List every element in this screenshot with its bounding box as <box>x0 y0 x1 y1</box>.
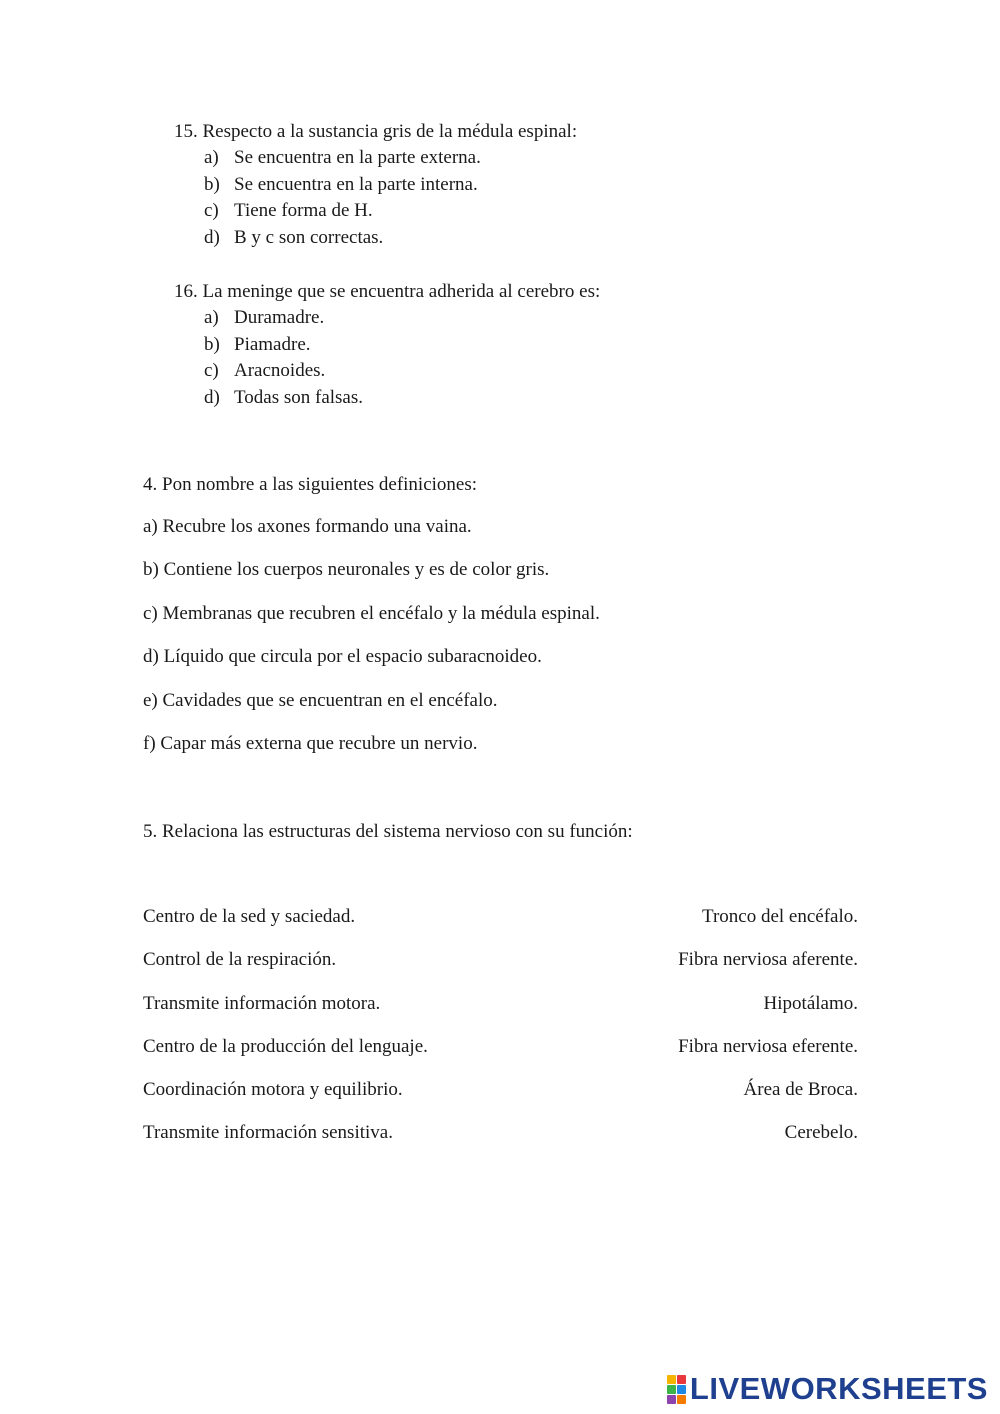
question-15-stem: 15. Respecto a la sustancia gris de la médula espinal: <box>174 121 578 142</box>
logo-tile <box>677 1375 686 1384</box>
matching-row <box>143 1077 858 1120</box>
liveworksheets-logo <box>667 1372 988 1406</box>
definition-item: b) Contiene los cuerpos neuronales y es de color gris. <box>143 559 550 581</box>
structure-item[interactable]: Hipotálamo. <box>763 992 858 1014</box>
structure-item[interactable]: Tronco del encéfalo. <box>702 906 858 927</box>
structure-item[interactable]: Cerebelo. <box>784 1122 858 1144</box>
option-text: Se encuentra en la parte interna. <box>234 173 478 195</box>
logo-tile <box>667 1375 676 1384</box>
question-16 <box>174 278 874 412</box>
function-item[interactable]: Transmite información motora. <box>143 992 381 1014</box>
option-letter: b) <box>204 333 220 355</box>
question-16-option-a <box>174 305 874 332</box>
matching-row <box>143 1120 858 1163</box>
definition-item: e) Cavidades que se encuentran en el encéfalo. <box>143 689 498 711</box>
logo-tile <box>677 1385 686 1394</box>
question-16-stem: 16. La meninge que se encuentra adherida al cerebro es: <box>174 281 601 302</box>
question-15-option-d <box>174 225 874 252</box>
function-item[interactable]: Centro de la sed y saciedad. <box>143 906 356 927</box>
liveworksheets-icon <box>667 1375 686 1404</box>
option-letter: a) <box>204 147 219 168</box>
question-16-option-b <box>174 332 874 359</box>
matching-row <box>143 904 858 947</box>
question-15 <box>174 118 874 252</box>
definition-item: c) Membranas que recubren el encéfalo y la médula espinal. <box>143 602 600 624</box>
option-letter: c) <box>204 200 219 222</box>
function-item[interactable]: Control de la respiración. <box>143 949 337 971</box>
structure-item[interactable]: Área de Broca. <box>743 1079 858 1101</box>
option-letter: b) <box>204 173 220 195</box>
option-letter: a) <box>204 307 219 328</box>
logo-tile <box>667 1385 676 1394</box>
option-letter: d) <box>204 387 220 409</box>
question-15-option-a <box>174 145 874 172</box>
option-text: Tiene forma de H. <box>234 200 373 222</box>
structure-item[interactable]: Fibra nerviosa aferente. <box>678 949 858 971</box>
function-item[interactable]: Coordinación motora y equilibrio. <box>143 1079 403 1101</box>
option-text: B y c son correctas. <box>234 227 384 249</box>
matching-row <box>143 947 858 990</box>
option-text: Se encuentra en la parte externa. <box>234 147 481 168</box>
question-16-option-d <box>174 385 874 412</box>
question-15-option-b <box>174 172 874 199</box>
definition-item: d) Líquido que circula por el espacio subaracnoideo. <box>143 646 542 668</box>
definition-item: f) Capar más externa que recubre un nervio. <box>143 732 478 754</box>
liveworksheets-wordmark: LIVEWORKSHEETS <box>689 1371 988 1406</box>
matching-table <box>143 904 858 1164</box>
logo-tile <box>667 1395 676 1404</box>
matching-row <box>143 991 858 1034</box>
section-4-title: 4. Pon nombre a las siguientes definiciones: <box>143 474 478 495</box>
function-item[interactable]: Centro de la producción del lenguaje. <box>143 1035 428 1057</box>
structure-item[interactable]: Fibra nerviosa eferente. <box>678 1035 858 1057</box>
definition-item: a) Recubre los axones formando una vaina. <box>143 516 472 537</box>
matching-row <box>143 1034 858 1077</box>
option-letter: d) <box>204 227 220 249</box>
question-15-option-c <box>174 198 874 225</box>
question-16-option-c <box>174 358 874 385</box>
option-text: Todas son falsas. <box>234 387 364 409</box>
option-text: Duramadre. <box>234 307 325 328</box>
option-letter: c) <box>204 360 219 382</box>
option-text: Piamadre. <box>234 333 311 355</box>
definitions-list <box>143 514 600 774</box>
function-item[interactable]: Transmite información sensitiva. <box>143 1122 393 1144</box>
logo-tile <box>677 1395 686 1404</box>
section-5-title: 5. Relaciona las estructuras del sistema nervioso con su función: <box>143 821 633 842</box>
option-text: Aracnoides. <box>234 360 326 382</box>
